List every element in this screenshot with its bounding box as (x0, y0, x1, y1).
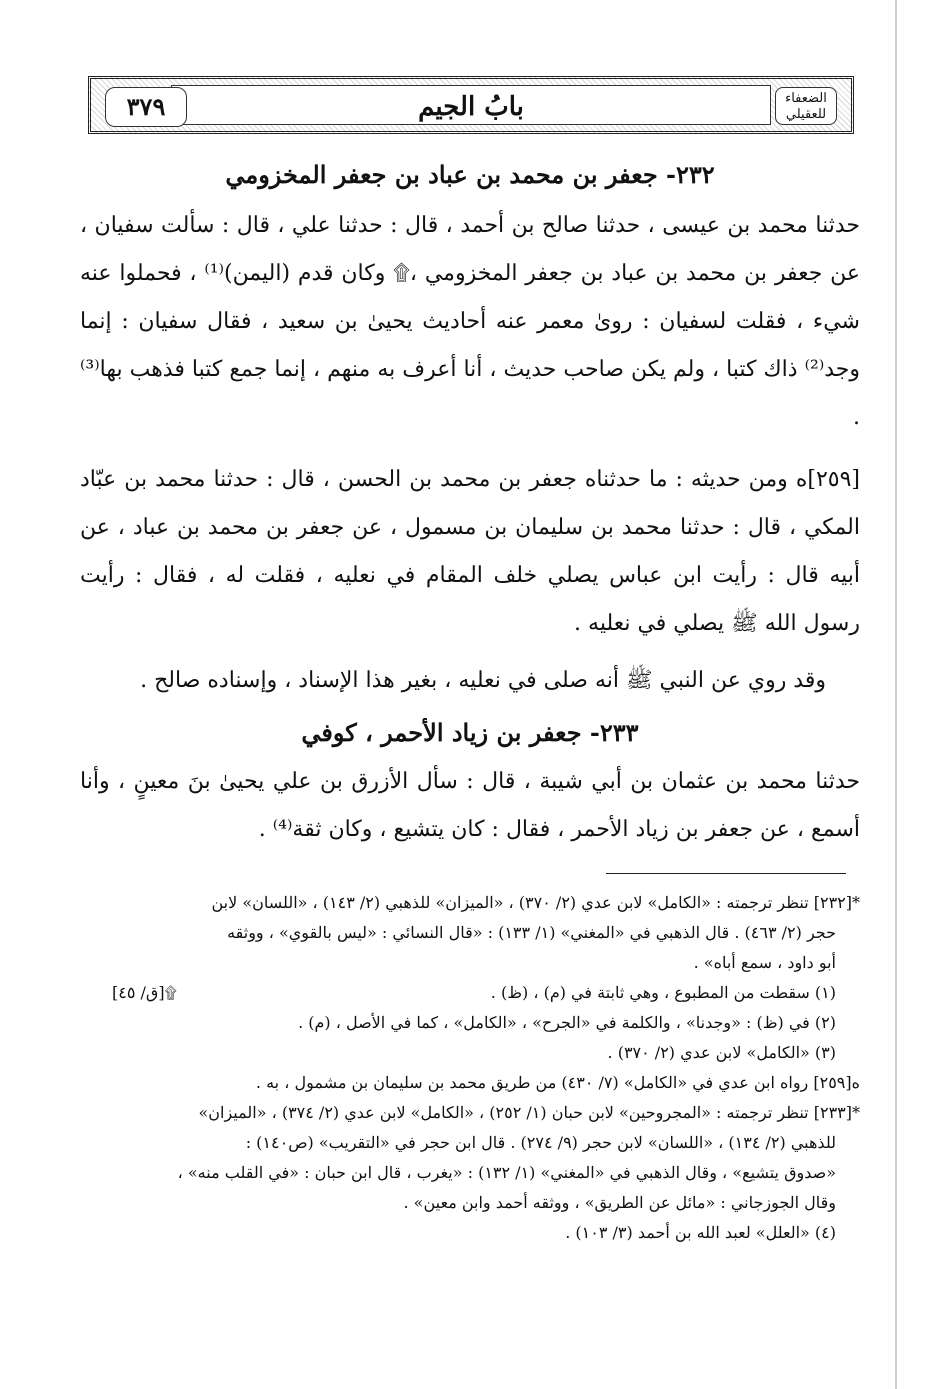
hadith-paragraph: [٢٥٩]ه ومن حديثه : ما حدثناه جعفر بن محمد بن الحسن ، قال : حدثنا محمد بن عبّاد المكي ، قال : حدثنا محمد بن سليمان بن مسمول ، عن جعفر بن محمد بن عباد ، عن أبيه قال : رأيت ابن عباس يصلي خلف المقام في نعليه ، فقلت له ، فقال : رأيت رسول الله ﷺ يصلي في نعليه . (80, 467, 860, 636)
footnote-259: ه[٢٥٩] رواه ابن عدي في «الكامل» (٧/ ٤٣٠) من طريق محمد بن سليمان بن مشمول ، به . (255, 1073, 860, 1092)
footnote-232-line3: أبو داود ، سمع أباه» . (693, 953, 836, 972)
hadith-259 (80, 456, 860, 648)
book-logo (775, 87, 837, 125)
page-edge-line (895, 0, 897, 1389)
footnote-row-1 (82, 978, 860, 1008)
footnote-divider (606, 873, 846, 874)
footnote-232-line2: حجر (٢/ ٤٦٣) . قال الذهبي في «المغني» (١/ ١٣٣) : «قال النسائي : «ليس بالقوي» ، ووثقه (227, 923, 836, 942)
hadith-note (80, 657, 860, 705)
footnote-233-line2: للذهبي (٢/ ١٣٤) ، «اللسان» لابن حجر (٩/ ٢٧٤) . قال ابن حجر في «التقريب» (ص١٤٠) : (245, 1133, 836, 1152)
footnote-folio: ۩[ق/ ٤٥] (112, 983, 177, 1002)
entry-text-233 (80, 758, 860, 854)
footnote-233-line4: وقال الجوزجاني : «مائل عن الطريق» ، ووثقه أحمد وابن معين» . (403, 1193, 836, 1212)
entry-heading-233: ٢٣٣- جعفر بن زياد الأحمر ، كوفي (301, 718, 639, 747)
entry-heading-232: ٢٣٢- جعفر بن محمد بن عباد بن جعفر المخزومي (225, 160, 715, 189)
footnote-233-line3: «صدوق يتشيع» ، وقال الذهبي في «المغني» (١/ ١٣٢) : «يغرب ، قال ابن حبان : «في القلب منه» ، (177, 1163, 836, 1182)
chapter-title: بابُ الجيم (418, 92, 524, 122)
entry-paragraph: حدثنا محمد بن عثمان بن أبي شيبة ، قال : سأل الأزرق بن علي يحيىٰ بنَ معينٍ ، وأنا أسمع ، عن جعفر بن زياد الأحمر ، فقال : كان يتشيع ، وكان ثقة⁽⁴⁾ . (80, 769, 860, 842)
footnote-232-line1: *[٢٣٢] تنظر ترجمته : «الكامل» لابن عدي (٢/ ٣٧٠) ، «الميزان» للذهبي (٢/ ١٤٣) ، «اللسان» لابن (211, 893, 860, 912)
page-number: ٣٧٩ (105, 87, 187, 127)
page-header (88, 76, 854, 134)
header-band (171, 85, 771, 125)
entry-paragraph: حدثنا محمد بن عيسى ، حدثنا صالح بن أحمد ، قال : حدثنا علي ، قال : سألت سفيان ، عن جعفر بن محمد بن عباد بن جعفر المخزومي ،۩ وكان قدم (اليمن)⁽¹⁾ ، فحملوا عنه شيء ، فقلت لسفيان : روىٰ معمر عنه أحاديث يحيىٰ بن سعيد ، فقال سفيان : إنما وجد⁽²⁾ ذاك كتبا ، ولم يكن صاحب حديث ، أنا أعرف به منهم ، إنما جمع كتبا فذهب بها⁽³⁾ . (80, 213, 861, 430)
entry-text-232 (80, 202, 860, 442)
footnotes (82, 888, 860, 1248)
footnote-1: (١) سقطت من المطبوع ، وهي ثابتة في (م) ، (ظ) . (490, 983, 836, 1002)
footnote-3: (٣) «الكامل» لابن عدي (٢/ ٣٧٠) . (607, 1043, 836, 1062)
hadith-note-text: وقد روي عن النبي ﷺ أنه صلى في نعليه ، بغير هذا الإسناد ، وإسناده صالح . (140, 668, 826, 693)
footnote-233-line1: *[٢٣٣] تنظر ترجمته : «المجروحين» لابن حبان (١/ ٢٥٢) ، «الكامل» لابن عدي (٢/ ٣٧٤) ، «الميزان» (198, 1103, 860, 1122)
book-logo-line2: للعقيلي (785, 107, 827, 122)
book-logo-line1: الضعفاء (785, 91, 827, 106)
footnote-4: (٤) «العلل» لعبد الله بن أحمد (٣/ ١٠٣) . (565, 1223, 836, 1242)
footnote-2: (٢) في (ظ) : «وجدنا» ، والكلمة في «الجرح» ، «الكامل» ، كما في الأصل ، (م) . (298, 1013, 836, 1032)
